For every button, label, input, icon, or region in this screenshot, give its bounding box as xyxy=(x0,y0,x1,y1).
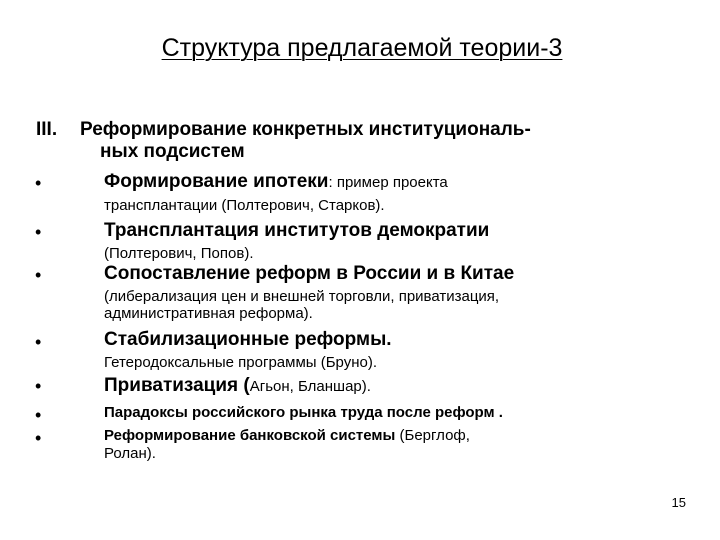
item-heading-rest: : пример проекта xyxy=(328,174,448,191)
section-title-part-1: Реформирование конкретных институциональ- xyxy=(80,119,531,140)
item-heading-rest: Агьон, Бланшар). xyxy=(249,378,371,395)
slide-title: Структура предлагаемой теории-3 xyxy=(161,34,563,62)
item-text: Парадоксы российского рынка труда после реформ . xyxy=(104,404,503,421)
bullet-marker: • xyxy=(35,428,42,448)
bullet-marker: • xyxy=(35,265,42,285)
section-number: III. xyxy=(36,119,58,140)
bullet-marker: • xyxy=(35,332,42,352)
item-detail: (Полтерович, Попов). xyxy=(104,245,254,262)
item-detail: трансплантации (Полтерович, Старков). xyxy=(104,197,385,214)
item-detail: Гетеродоксальные программы (Бруно). xyxy=(104,354,378,371)
item-heading: Стабилизационные реформы. xyxy=(104,329,392,350)
section-heading-line-1 xyxy=(36,119,531,141)
section-title-part-2: ных подсистем xyxy=(100,141,245,162)
bullet-marker: • xyxy=(35,173,42,193)
item-detail: административная реформа). xyxy=(104,305,313,322)
item-detail: Ролан). xyxy=(104,445,156,462)
page-number: 15 xyxy=(671,495,686,510)
item-heading: Сопоставление реформ в России и в Китае xyxy=(104,263,515,284)
item-text-rest: (Берглоф, xyxy=(395,427,470,444)
list-item xyxy=(104,263,704,322)
item-heading: Формирование ипотеки xyxy=(104,171,329,192)
item-text: Реформирование банковской системы xyxy=(104,427,396,444)
list-item xyxy=(104,220,704,262)
list-item xyxy=(104,375,704,398)
bullet-marker: • xyxy=(35,405,42,425)
bullet-marker: • xyxy=(35,376,42,396)
item-heading: Приватизация ( xyxy=(104,375,250,396)
list-item xyxy=(104,404,704,422)
list-item xyxy=(104,427,704,463)
item-detail: (либерализация цен и внешней торговли, приватизация, xyxy=(104,288,500,305)
item-heading: Трансплантация институтов демократии xyxy=(104,220,490,241)
section-heading xyxy=(36,119,531,163)
list-item xyxy=(104,171,704,214)
bullet-marker: • xyxy=(35,222,42,242)
list-item xyxy=(104,329,704,371)
